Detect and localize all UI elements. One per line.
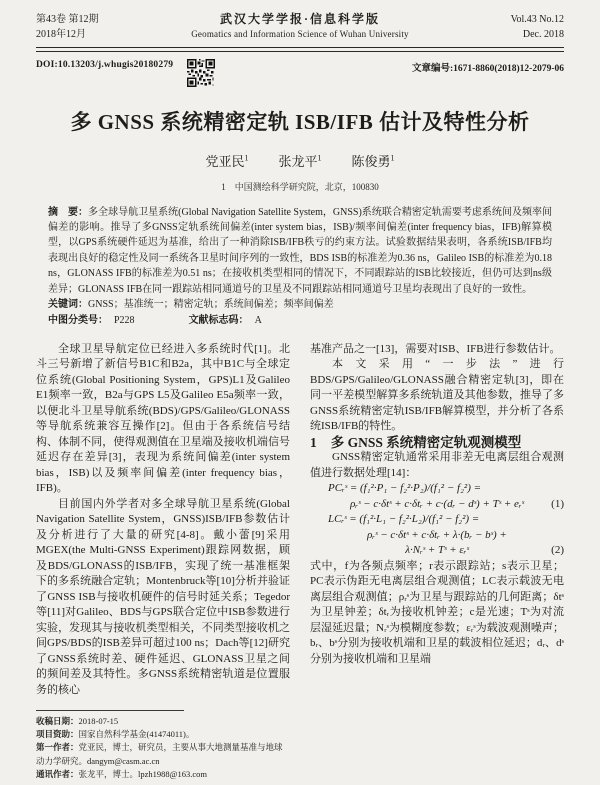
keywords-line	[48, 297, 552, 312]
paper-title: 多 GNSS 系统精密定轨 ISB/IFB 估计及特性分析	[70, 109, 530, 134]
journal-name-en: Geomatics and Information Science of Wuhan University	[191, 29, 409, 39]
footnote-received: 收稿日期：2018-07-15	[36, 715, 119, 726]
affiliation: 1 中国测绘科学研究院，北京，100830	[221, 181, 379, 192]
journal-name-block	[146, 12, 454, 42]
equation-2-line-1: LCᵣˢ = (f₁²·L₁ − f₂²·L₂)/(f₁² − f₂²) =	[328, 513, 480, 526]
body-columns	[36, 342, 564, 781]
date-en: Dec. 2018	[522, 29, 564, 40]
equation-2-line-3: λ·Nᵣˢ + Tˢ + εᵣˢ (2)	[310, 543, 564, 559]
footnote-corresponding-author: 通讯作者：张龙平，博士。lpzh1988@163.com	[36, 768, 207, 779]
clc-code: P228	[114, 315, 135, 327]
doc-code: A	[254, 315, 262, 327]
footnote-funding: 项目资助：国家自然科学基金(41474011)。	[36, 729, 195, 740]
right-paragraph-2: 本文采用“一步法”进行BDS/GPS/Galileo/GLONASS融合精密定轨[3]，即在同一平差模型解算多系统轨道及其他参数，推导了多GNSS系统精密定轨ISB/IFB解算模型，并分析了各系统ISB/IFB的特性。	[310, 358, 564, 433]
author-1-affil-mark: 1	[244, 153, 249, 163]
footnote-first-author: 第一作者：党亚民，博士，研究员，主要从事大地测量基准与地球动力学研究。dangym@casm.ac.cn	[36, 742, 283, 766]
volume-issue-en: Vol.43 No.12	[510, 14, 564, 25]
keywords-label: 关键词：	[48, 299, 88, 311]
header-double-rule	[36, 47, 564, 52]
section-1-title: 多 GNSS 系统精密定轨观测模型	[330, 434, 522, 450]
journal-header	[36, 12, 564, 42]
right-paragraph-4: 式中，f为各频点频率；r表示跟踪站；s表示卫星；PC表示伪距无电离层组合观测值；LC表示载波无电离层组合观测值；ρᵣˢ为卫星与跟踪站的几何距离；δtˢ为卫星钟差；δtᵣ为接收机钟差；c是光速；Tˢ为对流层湿延迟量；Nᵣˢ为模糊度参数；εᵣˢ为载波观测噪声；bᵣ、bˢ分别为接收机端和卫星的载波相位延迟；dᵣ、dˢ分别为接收机端和卫星端	[310, 559, 564, 665]
equation-1	[310, 481, 564, 512]
equation-1-line-2: ρᵣˢ − c·δtˢ + c·δtᵣ + c·(dᵣ − dˢ) + Tˢ + eᵣˢ (1)	[310, 497, 564, 513]
header-volume-issue-cn	[36, 12, 146, 42]
equation-2	[310, 512, 564, 559]
doi-text: DOI:10.13203/j.whugis20180279	[36, 59, 174, 70]
equation-1-number: (1)	[551, 497, 564, 510]
equation-2-number: (2)	[551, 544, 564, 557]
author-2-affil-mark: 1	[317, 153, 322, 163]
volume-issue-cn: 第43卷 第12期	[36, 14, 99, 25]
meta-row	[36, 60, 564, 90]
left-paragraph-2: 目前国内外学者对多全球导航卫星系统(Global Navigation Satellite System，GNSS)ISB/IFB参数估计及分析进行了大量的研究[4-8]。戴小蕾[9]采用MGEX(the Multi-GNSS Experiment)跟踪网数据，顾及BDS/GLONASS的ISB/IFB，实现了统一基准框架下的多系统融合定轨；Montenbruck等[10]分析并验证了GNSS ISB与接收机硬件的信号时延关系；Tegedor等[11]对Galileo、BDS与GPS联合定位中ISB参数进行实验，发现其与接收机类型相关，不同类型接收机之间GPS/BDS的ISB差异可超过100 ns；Dach等[12]研究了GNSS系统时差、硬件延迟、GLONASS卫星之间的频间差及其特性。多GNSS系统精密轨道是位置服务的核心	[36, 497, 290, 696]
date-cn: 2018年12月	[36, 29, 86, 40]
doc-code-label: 文献标志码：	[188, 315, 249, 327]
right-paragraph-3: GNSS精密定轨通常采用非差无电离层组合观测值进行数据处理[14]：	[310, 451, 564, 479]
author-list	[36, 151, 564, 170]
section-1-heading	[310, 435, 564, 451]
qr-code-icon	[187, 59, 215, 90]
keywords-text: GNSS；基准统一；精密定轨；系统间偏差；频率间偏差	[88, 299, 334, 311]
author-3: 陈俊勇$^1$	[351, 153, 395, 169]
classification-line	[48, 313, 552, 328]
header-volume-issue-en	[454, 12, 564, 42]
clc-label: 中图分类号：	[48, 315, 108, 327]
footnote-block	[36, 706, 290, 781]
author-2: 张龙平$^1$	[278, 153, 322, 169]
left-paragraph-1: 全球卫星导航定位已经进入多系统时代[1]。北斗三号新增了新信号B1C和B2a，其中B1C与全球定位系统(Global Positioning System，GPS)L1及Galileo E1频率一致，B2a与GPS L5及Galileo E5a频率一致，以便北斗卫星导航系统(BDS)/GPS/Galileo/GLONASS等导航系统兼容互操作[2]。但由于各系统信号结构、体制不同，使得观测值在卫星端及接收机端信号延迟存在差异[3]，表现为系统间偏差(inter system bias，ISB)以及频率间偏差(inter frequency bias，IFB)。	[36, 342, 290, 495]
spacer	[141, 313, 183, 328]
abstract-block	[48, 205, 552, 329]
journal-name-cn: 武汉大学学报·信息科学版	[219, 12, 380, 26]
abstract-label: 摘 要：	[48, 206, 89, 218]
author-3-affil-mark: 1	[390, 153, 395, 163]
left-column	[36, 342, 290, 781]
abstract-text: 多全球导航卫星系统(Global Navigation Satellite System，GNSS)系统联合精密定轨需要考虑系统间及频率间偏差的影响。推导了多GNSS定轨系统间偏差(inter system bias，ISB)/频率间偏差(inter frequency bias，IFB)解算模型，以GPS系统硬件延迟为基准，给出了一种消除ISB/IFB秩亏的约束方法。试验数据结果表明，各系统ISB/IFB均表现出良好的稳定性及同一系统各卫星时间序列的一致性，BDS ISB的标准差为0.36 ns，Galileo ISB的标准差为0.18 ns，GLONASS IFB的标准差为0.51 ns；在接收机类型相同的情况下，不同跟踪站的ISB比较接近，但仍可达到ns级差异；GLONASS IFB在同一跟踪站相同通道号的卫星及不同跟踪站相同通道号卫星均表现出了良好的一致性。	[48, 206, 553, 295]
equation-1-line-1: PCᵣˢ = (f₁²·P₁ − f₂²·P₂)/(f₁² − f₂²) =	[328, 482, 482, 495]
footnote-rule	[36, 710, 184, 711]
section-1-number: 1	[310, 434, 317, 450]
equation-2-line-2: ρᵣˢ − c·δtˢ + c·δtᵣ + λ·(bᵣ − bˢ) +	[367, 528, 507, 541]
right-column	[310, 342, 564, 781]
article-number: 文章编号:1671-8860(2018)12-2079-06	[412, 63, 564, 74]
abstract-paragraph	[48, 205, 552, 297]
right-paragraph-1: 基准产品之一[13]，需要对ISB、IFB进行参数估计。	[310, 342, 561, 355]
author-1: 党亚民$^1$	[205, 153, 249, 169]
